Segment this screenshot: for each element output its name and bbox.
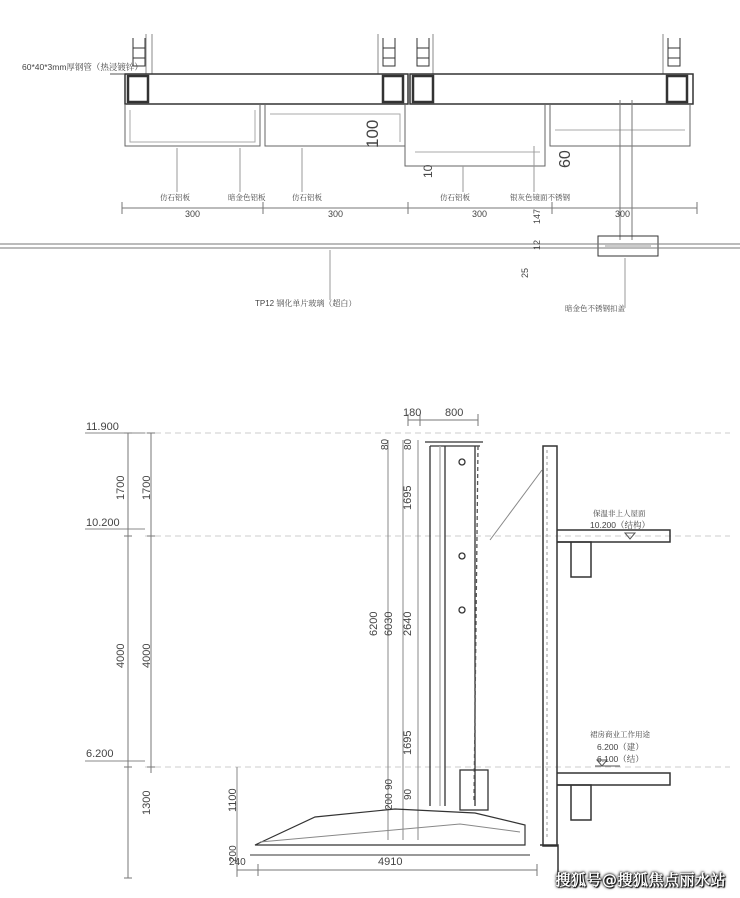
glass-label: TP12 钢化单片玻璃（超白） bbox=[255, 299, 357, 308]
section-texts bbox=[86, 407, 650, 868]
dim-180: 180 bbox=[403, 407, 422, 419]
dim-80-b: 80 bbox=[403, 438, 414, 450]
dim-6030: 6030 bbox=[383, 611, 395, 636]
top-brackets bbox=[133, 34, 680, 74]
dim-1100: 1100 bbox=[227, 788, 239, 812]
dim-200: 200 bbox=[228, 845, 239, 862]
dim-6200: 6200 bbox=[368, 611, 380, 636]
podium-level-2: 6.100（结） bbox=[597, 754, 644, 764]
dim-1695-bottom: 1695 bbox=[402, 730, 414, 755]
dim-1300: 1300 bbox=[141, 790, 153, 815]
dim-800: 800 bbox=[445, 407, 464, 419]
dim-25: 25 bbox=[520, 267, 530, 278]
dim-1695-top: 1695 bbox=[402, 485, 414, 510]
ceiling-panels bbox=[125, 104, 690, 166]
dim-90-a: 90 bbox=[384, 778, 395, 790]
dim-1700-outer: 1700 bbox=[115, 475, 127, 500]
inner-dim-lines bbox=[237, 440, 418, 877]
leaders-top bbox=[177, 146, 534, 192]
facade-frame bbox=[425, 442, 483, 806]
dim-2640: 2640 bbox=[402, 611, 414, 636]
level-lines bbox=[85, 433, 730, 767]
diagonal-line bbox=[490, 470, 542, 540]
top-dim-line bbox=[122, 202, 697, 214]
material-label-4: 仿石铝板 bbox=[440, 193, 470, 202]
material-label-3: 仿石铝板 bbox=[292, 193, 322, 202]
roof-note: 保温非上人屋面 bbox=[593, 509, 646, 518]
glass-pane bbox=[0, 244, 740, 308]
level-11900: 11.900 bbox=[86, 421, 119, 433]
span-3: 300 bbox=[472, 209, 488, 219]
cap-label: 暗金色不锈钢扣盖 bbox=[565, 304, 625, 313]
podium-level-1: 6.200（建） bbox=[597, 742, 644, 752]
roof-level: 10.200（结构） bbox=[590, 520, 650, 530]
span-2: 300 bbox=[328, 209, 344, 219]
dim-80-a: 80 bbox=[380, 438, 391, 450]
level-6200: 6.200 bbox=[86, 748, 114, 760]
dim-4000-outer: 4000 bbox=[115, 643, 127, 668]
dim-240: 240 bbox=[229, 857, 246, 868]
dim-200-base: 200 bbox=[384, 793, 395, 810]
dim-60: 60 bbox=[557, 150, 574, 168]
dim-10: 10 bbox=[421, 164, 435, 178]
dim-1700-inner: 1700 bbox=[141, 475, 153, 500]
level-10200: 10.200 bbox=[86, 517, 120, 529]
dim-4000-inner: 4000 bbox=[141, 643, 153, 668]
material-label-2: 暗金色铝板 bbox=[228, 193, 266, 202]
material-label-5: 银灰色镜面不锈钢 bbox=[510, 193, 570, 202]
mullion bbox=[598, 100, 658, 256]
watermark: 搜狐号@搜狐焦点丽水站 bbox=[555, 871, 726, 889]
top-texts bbox=[22, 62, 630, 313]
dim-12: 12 bbox=[532, 239, 542, 250]
dim-90-b: 90 bbox=[403, 788, 414, 800]
dim-100: 100 bbox=[363, 119, 382, 148]
podium-note: 裙房商业工作用途 bbox=[590, 730, 650, 739]
span-4: 300 bbox=[615, 209, 631, 219]
steel-beam bbox=[110, 74, 693, 104]
span-1: 300 bbox=[185, 209, 201, 219]
pipe-label: 60*40*3mm厚钢管（热浸镀锌） bbox=[22, 62, 143, 72]
material-label-1: 仿石铝板 bbox=[160, 193, 190, 202]
dim-147: 147 bbox=[532, 208, 542, 224]
dim-4910: 4910 bbox=[378, 856, 403, 868]
